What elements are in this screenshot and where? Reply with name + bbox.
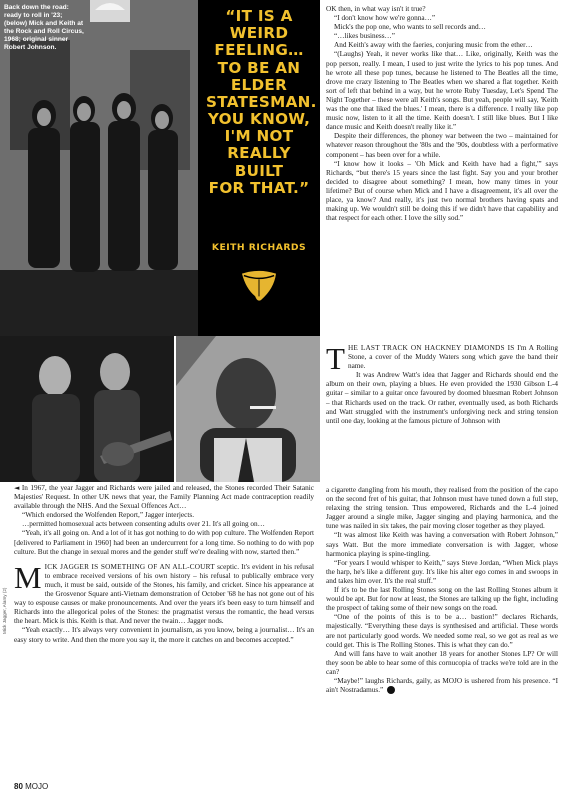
paragraph: …permitted homosexual acts between consenting adults over 21. It's all going on… [22, 520, 265, 529]
lead-text: I'm A Rolling Stone, a cover of the Muddy Waters song which gave the band their name. [347, 344, 558, 371]
stage-photo-illustration [0, 336, 174, 482]
page-folio [14, 782, 48, 791]
paragraph-text: In 1967, the year Jagger and Richards were jailed and released, the Stones recorded Their Satanic Majesties' Request. In other UK news that year, the Family Planning Act made contraception readily available through the NHS. And the Sexual Offences Act… [14, 484, 314, 511]
paragraph: Mick's the pop one, who wants to sell records and… [334, 23, 486, 32]
section-opening [326, 341, 558, 376]
pull-quote-text: “IT IS A WEIRD FEELING… TO BE AN ELDER STATESMAN. YOU KNOW, I'M NOT REALLY BUILT FOR THAT.” [206, 7, 317, 197]
paragraph: “For years I would whisper to Keith,” says Steve Jordan, “When Mick plays the harp, he's like a different guy. It's like his alter ego comes in and swoops in and takes him over. It's the real stuff.” [326, 558, 558, 585]
lead-text: sceptic. It's evident in his refusal to embrace received versions of his own history – his refusal to publically embrace very much, it must be said, outside of the Stones, his family, and cricket. Since his appearance at the Grosvenor Square anti-Vietnam demonstration of October '68 he has not gone out of his way to espouse causes or make pronouncements. And over the years it's been easy to turn himself and Richards into the allegorical poles of the Stones: the pragmatist versus the romantic, the head versus the heart. Mick is this. Keith is that. And never the twain… Jagger nods. [14, 562, 314, 626]
paragraph: And Keith's away with the faeries, conjuring music from the ether… [334, 41, 533, 50]
photo-caption: Back down the road: ready to roll in '23; (below) Mick and Keith at the Rock and Roll Circus, 1968; original sinner Robert Johnson. [4, 4, 84, 52]
page-number: 80 [14, 782, 23, 791]
end-mark-icon: M [387, 686, 395, 694]
paragraph: “Which endorsed the Wolfenden Report,” Jagger interjects. [22, 511, 195, 520]
paragraph-text: “Maybe!” laughs Richards, gaily, as MOJO is ushered from his presence. “I ain't Nostradamus.” [326, 676, 558, 695]
paragraph: “Yeah, it's all going on. And a lot of it has got nothing to do with pop culture. The Wolfenden Report [delivered to Parliament in 1960] had been an undercurrent for a long time. So nothing to do with pop culture. But the change in sexual mores and the gender stuff we're dealing with now, started then.” [14, 529, 314, 556]
article-column-lower-right [326, 486, 558, 695]
photo-mick-keith-1968 [0, 336, 174, 482]
paragraph: a cigarette dangling from his mouth, they realised from the position of the capo on the second fret of his guitar, that Johnson must have tuned down a full step, relaxing the string tension. Thus empowered, Richards and the L-4 joined Jagger around a single mike, Jagger singing and playing harmonica, and the tune was nailed in six takes, the pair moving closer together as they played. [326, 486, 558, 531]
magazine-name: MOJO [25, 782, 49, 791]
lead-in: ICK JAGGER IS SOMETHING OF AN ALL-COURT [44, 562, 215, 571]
paragraph: “(Laughs) Yeah, it never works like that… Like, originally, Keith was the pop person, really. I mean, I used to just write the lyrics to his pop tunes. And he wrote all these pop tunes, because he listened to The Beatles all the time, drove me crazy listening to The Beatles when we shared a flat together. Keith sort of left that behind in a way, but he wrote Ruby Tuesday, Let's Spend The Night Together – these were all Keith's songs. But yeah, people will say, 'Keith was the one that liked the blues.' I mean, there is a difference. I really like pop music now, listen to it all the time. Keith doesn't. I still like blues. But I like dance music and Keith doesn't really like it.” [326, 50, 558, 132]
paragraph: “Yeah exactly… It's always very convenient in journalism, as you know, being a journalist… It's an easy story to write. And then the more you say it, the more it catches on and becomes accepted.” [14, 626, 314, 644]
photo-credit: Mick Jagger, Alamy (2) [2, 587, 7, 634]
article-column-right-bottom [326, 341, 558, 426]
paragraph: “…likes business…” [334, 32, 396, 41]
photo-robert-johnson [176, 336, 320, 482]
johnson-photo-illustration [176, 336, 320, 482]
paragraph: If it's to be the last Rolling Stones song on the last Rolling Stones album it would be apt. But for now at least, the Stones are talking up the fight, including the prospect of taking some of their new songs on the road. [326, 586, 558, 613]
paragraph [326, 677, 558, 695]
continued-arrow-icon: ◄ [14, 484, 20, 492]
paragraph: “I know how it looks – 'Oh Mick and Keith have had a fight,'” says Richards, “but there's 15 years since the last fight. Say you and your brother decided to disagree about something? I mean, how many times in your lifetime? But of course when Mick and I have a disagreement, it's all over the place, ya know? And really, it's just two normal brothers having spats and making up. We wouldn't still be doing this if we didn't have that capability and that respect for each other. I love the silly sod.” [326, 159, 558, 223]
pull-quote-panel [198, 0, 320, 336]
tongue-logo-icon [240, 268, 278, 302]
drop-cap: M [14, 559, 42, 595]
article-column-lower-left [14, 484, 314, 645]
photo-stones-street [0, 0, 198, 336]
paragraph: And will fans have to wait another 18 years for another Stones LP? Or will they soon be able to hear some of this cornucopia of tracks we're told are in the can? [326, 649, 558, 676]
pull-quote-attribution: KEITH RICHARDS [211, 242, 307, 253]
paragraph: OK then, in what way isn't it true? [326, 5, 426, 13]
paragraph: Despite their differences, the phoney war between the two – maintained for whatever reason throughout the '80s and the '90s, doubtless with a performative component – has been over for a while. [326, 132, 558, 159]
paragraph: “One of the points of this is to be a… bastion!” declares Richards, majestically. “Everything these days is synthesised and artificial. These words are not particularly good words. We needed some real, so we got as real as we could get. This is The Rolling Stones. This is what they can do.” [326, 613, 558, 649]
paragraph: It was Andrew Watt's idea that Jagger and Richards should end the album on their own, playing a blues. He even provided the 1930 Gibson L-4 guitar – similar to a guitar once favoured by doomed bluesman Robert Johnson – that Richards used on the track. Or rather, eventually used, as both Richards and Watt struggled with the instrument's unforgiving neck and string tension until one day, looking at the famous picture of Johnson with [326, 371, 558, 425]
lead-in: HE LAST TRACK ON HACKNEY DIAMONDS IS [347, 344, 515, 352]
paragraph: “I don't know how we're gonna…” [334, 14, 436, 23]
section-opening [14, 559, 314, 627]
drop-cap: T [326, 341, 345, 376]
paragraph [14, 484, 314, 511]
article-column-right-top [326, 5, 558, 223]
paragraph: “It was almost like Keith was having a conversation with Robert Johnson,” says Watt. But the more immediate conversation is with Jagger, whose harmonica playing is spine-tingling. [326, 531, 558, 558]
